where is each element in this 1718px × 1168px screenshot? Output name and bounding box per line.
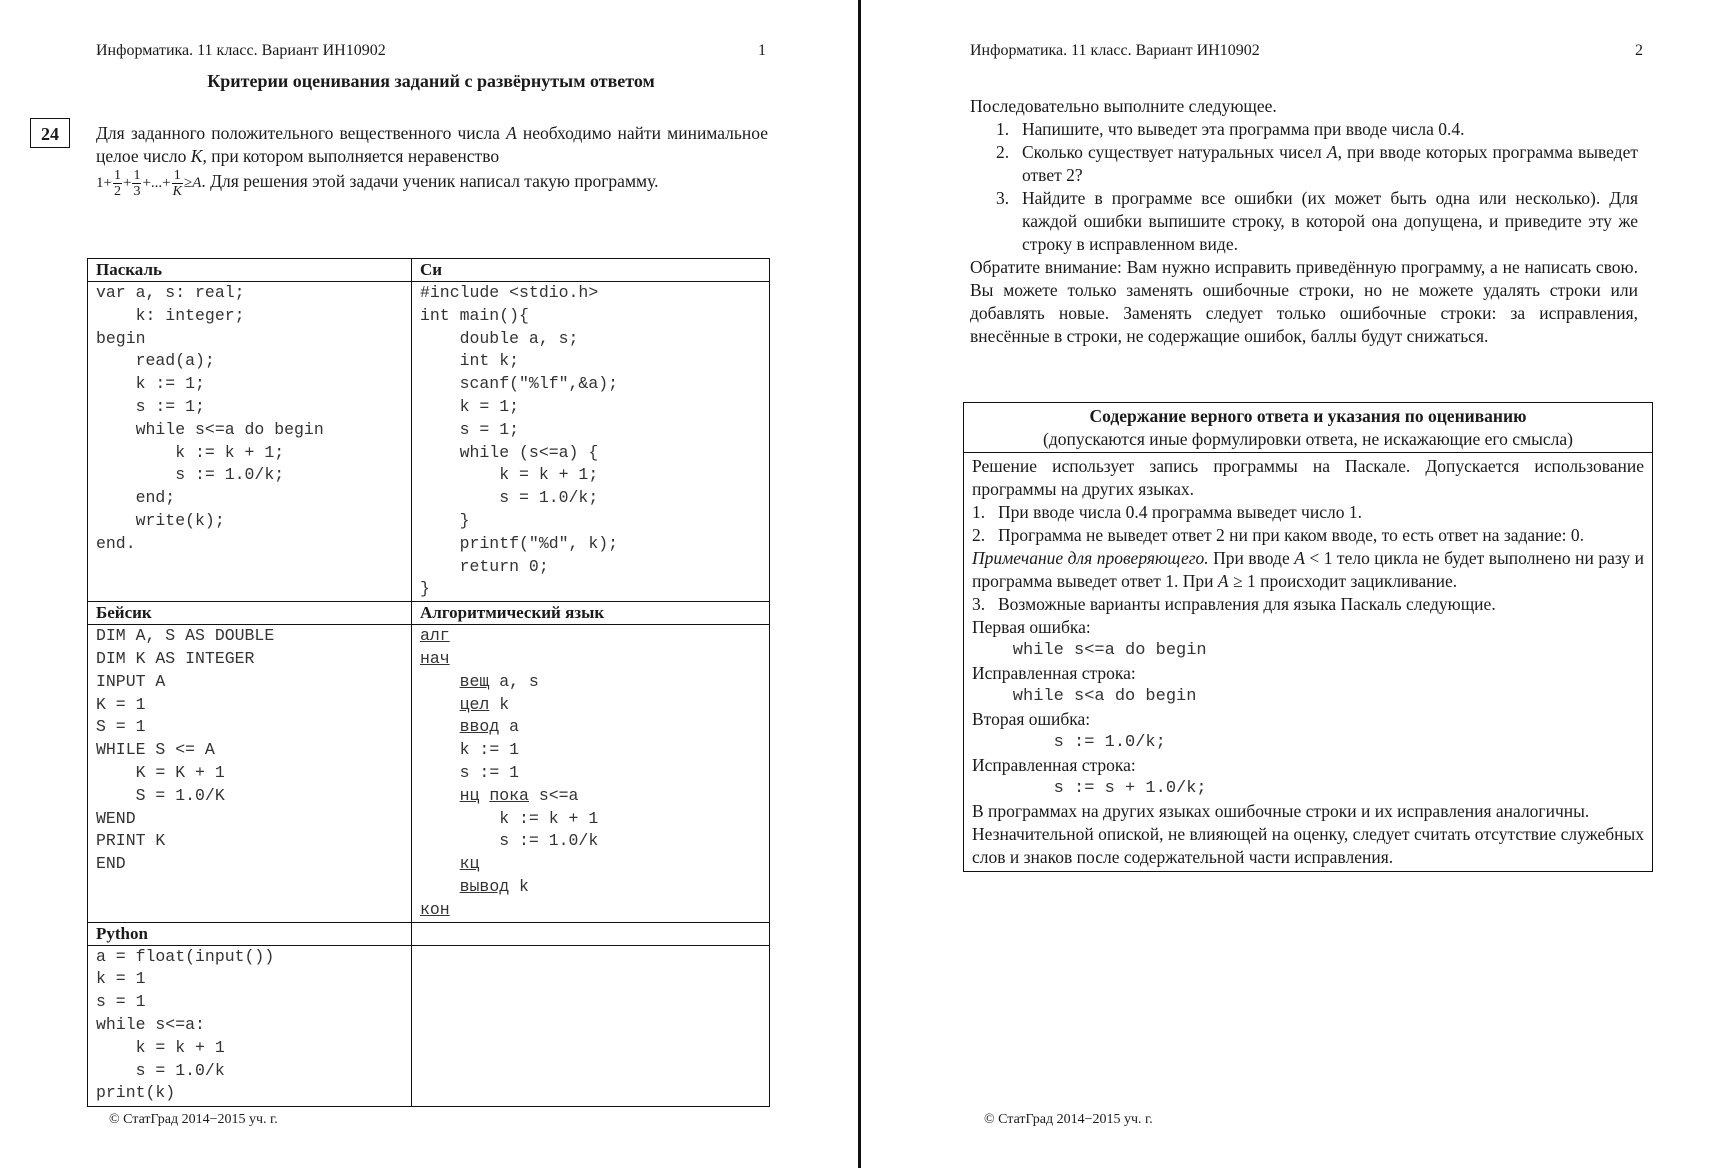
- page-divider: [858, 0, 861, 1168]
- error-code: s := 1.0/k;: [972, 733, 1166, 752]
- task-instructions: [970, 95, 1638, 348]
- answer-item: [972, 501, 1644, 524]
- answer-text: Возможные варианты исправления для языка Паскаль следующие.: [998, 594, 1496, 614]
- frac-numerator: 1: [133, 168, 141, 183]
- pascal-code: var a, s: real; k: integer; begin read(a); k := 1; s := 1; while s<=a do begin k := k + 1; s := 1.0/k; end; write(k); end.: [96, 283, 324, 553]
- algo-keyword: пока: [489, 785, 529, 805]
- page-2: [862, 0, 1718, 1168]
- frac-denominator: 3: [133, 184, 141, 199]
- error-code: while s<=a do begin: [972, 641, 1207, 660]
- page-footer: © СтатГрад 2014−2015 уч. г.: [109, 1112, 278, 1127]
- algo-code-text: k := 1: [459, 740, 520, 760]
- fix-code: while s<a do begin: [972, 687, 1197, 706]
- algo-code-text: s<=a: [528, 785, 579, 805]
- algo-code-text: k: [489, 694, 510, 714]
- ineq-dots: +...+: [142, 174, 171, 191]
- answer-item: [972, 524, 1644, 547]
- error-label: Первая ошибка:: [972, 617, 1091, 637]
- variable-k: K: [190, 146, 203, 166]
- python-header: Python: [88, 922, 412, 945]
- page-title: Критерии оценивания заданий с развёрнутым ответом: [207, 71, 655, 91]
- program-listings-table: [87, 258, 770, 1107]
- basic-code: DIM A, S AS DOUBLE DIM K AS INTEGER INPUT A K = 1 S = 1 WHILE S <= A K = K + 1 S = 1.0/K WEND PRINT K END: [96, 626, 275, 874]
- task-text-part: . Для решения этой задачи ученик написал такую программу.: [201, 170, 659, 191]
- algo-code-text: k: [509, 876, 529, 896]
- answer-item: [972, 593, 1644, 616]
- fraction-1-2: [113, 168, 122, 199]
- algo-keyword: алг: [420, 626, 450, 646]
- algo-code-text: k := k + 1: [499, 808, 599, 828]
- error-label: Вторая ошибка:: [972, 709, 1091, 729]
- pascal-header: Паскаль: [88, 259, 412, 282]
- answer-header: [964, 403, 1652, 453]
- answer-number: 3.: [972, 594, 986, 614]
- fraction-1-3: [132, 168, 141, 199]
- note-text: ≥ 1 происходит зацикливание.: [1228, 571, 1458, 591]
- note-text: При вводе: [1208, 548, 1295, 568]
- page-header: Информатика. 11 класс. Вариант ИН10902: [96, 42, 386, 59]
- algo-keyword: ввод: [459, 717, 500, 737]
- algo-keyword: кц: [459, 854, 480, 874]
- task-statement: [96, 122, 768, 199]
- task-text-part: , при котором выполняется неравенство: [202, 146, 500, 166]
- page-1: [0, 0, 858, 1168]
- list-number: 3.: [996, 188, 1010, 208]
- answer-box: [963, 402, 1653, 872]
- frac-numerator: 1: [172, 168, 183, 184]
- note-text: < 1 тело цикла не будет выполнено ни разу и программа выведет ответ 1. При: [972, 548, 1645, 591]
- frac-denominator: K: [172, 184, 182, 199]
- c-header: Си: [412, 259, 770, 282]
- answer-final-note: Незначительной опиской, не влияющей на оценку, следует считать отсутствие служебных слов и знаков после содержательной части исправления.: [972, 824, 1644, 867]
- answer-number: 1.: [972, 502, 986, 522]
- answer-number: 2.: [972, 525, 986, 545]
- basic-header: Бейсик: [88, 602, 412, 625]
- inequality: [96, 168, 202, 199]
- variable-a: A: [1326, 142, 1338, 162]
- list-text: Напишите, что выведет эта программа при вводе числа 0.4.: [1022, 119, 1465, 139]
- answer-subtitle: (допускаются иные формулировки ответа, не искажающие его смысла): [1043, 429, 1573, 449]
- list-text: Найдите в программе все ошибки (их может быть одна или несколько). Для каждой ошибки выпишите строку, в которой она допущена, и приведите эту же строку в исправленном виде.: [1022, 188, 1638, 254]
- algo-keyword: цел: [459, 694, 490, 714]
- answer-title: Содержание верного ответа и указания по оцениванию: [1089, 406, 1527, 426]
- task-number-box: 24: [30, 118, 70, 148]
- list-item: [970, 118, 1638, 141]
- ineq-term: 1+: [96, 174, 112, 191]
- fix-label: Исправленная строка:: [972, 755, 1136, 775]
- variable-a: A: [1217, 571, 1229, 591]
- fix-code: s := s + 1.0/k;: [972, 779, 1207, 798]
- list-item: [970, 141, 1638, 187]
- list-item: [970, 187, 1638, 256]
- frac-denominator: 2: [113, 184, 121, 199]
- list-text: Сколько существует натуральных чисел: [1022, 142, 1327, 162]
- python-code: a = float(input()) k = 1 s = 1 while s<=a: k = k + 1 s = 1.0/k print(k): [96, 946, 275, 1103]
- algo-code: [420, 625, 769, 921]
- algo-header: Алгоритмический язык: [412, 602, 770, 625]
- algo-code-text: a: [499, 717, 520, 737]
- algo-code-text: s := 1: [459, 762, 520, 782]
- fix-label: Исправленная строка:: [972, 663, 1136, 683]
- page-number: 1: [758, 42, 766, 59]
- answer-other-languages: В программах на других языках ошибочные строки и их исправления аналогичны.: [972, 801, 1590, 821]
- note-label: Примечание для проверяющего.: [972, 548, 1209, 568]
- algo-keyword: вещ: [459, 671, 490, 691]
- list-number: 1.: [996, 119, 1010, 139]
- algo-code-text: a, s: [489, 671, 539, 691]
- answer-intro: Решение использует запись программы на Паскале. Допускается использование программы на других языках.: [972, 456, 1644, 499]
- list-text: , при вводе которых программа выведет ответ 2?: [1022, 142, 1638, 185]
- variable-a: A: [192, 174, 202, 191]
- answer-text: При вводе числа 0.4 программа выведет число 1.: [998, 502, 1362, 522]
- answer-text: Программа не выведет ответ 2 ни при каком вводе, то есть ответ на задание: 0.: [998, 525, 1585, 545]
- notice-text: Обратите внимание: Вам нужно исправить приведённую программу, а не написать свою. Вы можете только заменять ошибочные строки, но не можете удалять строки или добавлять новые. Заменять следует только ошибочные строки: за исправления, внесённые в строки, не содержащие ошибок, баллы будут снижаться.: [970, 257, 1638, 346]
- answer-body: [964, 453, 1652, 871]
- algo-keyword: вывод: [459, 876, 510, 896]
- ineq-ge: ≥: [183, 174, 193, 191]
- page-footer: © СтатГрад 2014−2015 уч. г.: [984, 1112, 1153, 1127]
- algo-keyword: кон: [420, 899, 450, 919]
- instructions-intro: Последовательно выполните следующее.: [970, 96, 1277, 116]
- frac-numerator: 1: [113, 168, 121, 183]
- algo-keyword: нач: [420, 648, 450, 668]
- algo-code-text: s := 1.0/k: [499, 831, 599, 851]
- reviewer-note: [972, 547, 1644, 593]
- page-number: 2: [1635, 42, 1643, 59]
- task-text-part: Для заданного положительного вещественного числа: [96, 123, 507, 143]
- fraction-1-k: [172, 168, 183, 199]
- list-number: 2.: [996, 142, 1010, 162]
- ineq-plus: +: [122, 174, 132, 191]
- algo-keyword: нц: [459, 785, 480, 805]
- variable-a: A: [506, 123, 517, 143]
- c-code: #include <stdio.h> int main(){ double a, s; int k; scanf("%lf",&a); k = 1; s = 1; while (s<=a) { k = k + 1; s = 1.0/k; } printf("%d", k); return 0; }: [420, 283, 619, 599]
- page-header: Информатика. 11 класс. Вариант ИН10902: [970, 42, 1260, 59]
- task-text-part: необходимо найти минимальное целое число: [96, 123, 768, 166]
- variable-a: A: [1294, 548, 1305, 568]
